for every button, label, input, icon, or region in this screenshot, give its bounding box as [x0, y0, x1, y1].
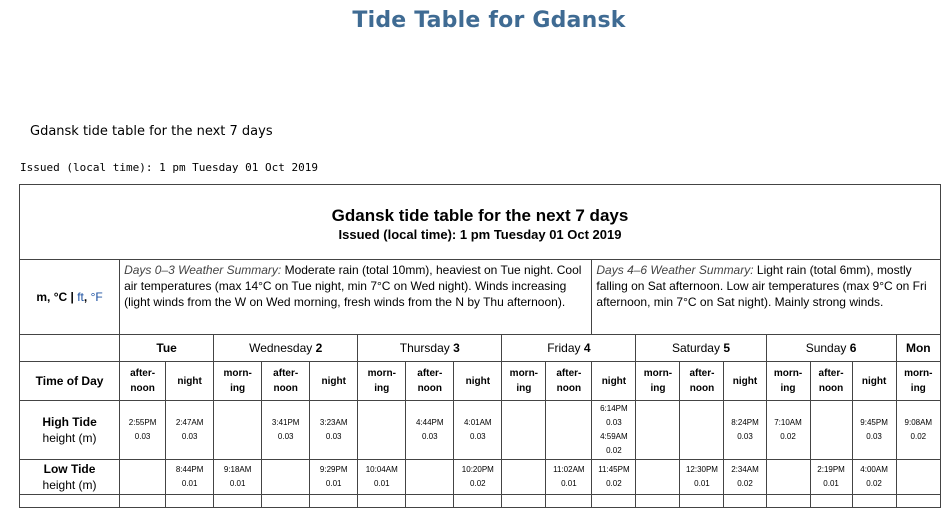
period-cell: night	[852, 362, 896, 401]
units-selector	[20, 260, 120, 335]
low-tide-cell: 10:04AM 0.01	[358, 460, 406, 495]
period-cell: night	[310, 362, 358, 401]
low-tide-cell: 2:34AM 0.02	[724, 460, 766, 495]
units-f-link[interactable]: °F	[90, 290, 103, 304]
high-tide-cell: 7:10AM 0.02	[766, 401, 810, 460]
period-cell: morn- ing	[896, 362, 940, 401]
period-cell: after- noon	[406, 362, 454, 401]
units-separator-2: ,	[83, 290, 91, 304]
high-tide-cell	[358, 401, 406, 460]
units-ft-link[interactable]: ft	[77, 290, 84, 304]
partial-cell	[680, 495, 724, 508]
partial-cell	[262, 495, 310, 508]
issued-time: Issued (local time): 1 pm Tuesday 01 Oct 2019	[20, 161, 319, 174]
weather-summary-days-0-3	[120, 260, 592, 335]
low-tide-cell: 9:29PM 0.01	[310, 460, 358, 495]
low-tide-cell	[120, 460, 166, 495]
period-cell: after- noon	[810, 362, 852, 401]
partial-cell	[852, 495, 896, 508]
page-title: Tide Table for Gdansk	[352, 8, 626, 33]
high-tide-cell: 2:47AM 0.03	[166, 401, 214, 460]
partial-cell	[310, 495, 358, 508]
period-cell: morn- ing	[766, 362, 810, 401]
partial-cell	[166, 495, 214, 508]
high-tide-cell	[546, 401, 592, 460]
low-tide-cell: 12:30PM 0.01	[680, 460, 724, 495]
high-tide-cell: 4:44PM 0.03	[406, 401, 454, 460]
high-tide-label: High Tide height (m)	[20, 401, 120, 460]
low-tide-cell	[636, 460, 680, 495]
high-tide-cell: 3:41PM 0.03	[262, 401, 310, 460]
table-issued: Issued (local time): 1 pm Tuesday 01 Oct 2019	[338, 227, 622, 242]
partial-cell	[358, 495, 406, 508]
low-tide-cell: 8:44PM 0.01	[166, 460, 214, 495]
low-tide-cell	[766, 460, 810, 495]
summary-label: Days 0–3 Weather Summary:	[124, 263, 282, 277]
partial-cell	[406, 495, 454, 508]
period-cell: after- noon	[120, 362, 166, 401]
low-tide-cell	[896, 460, 940, 495]
summary-label: Days 4–6 Weather Summary:	[596, 263, 754, 277]
next-row-partial	[20, 495, 941, 508]
period-cell: night	[592, 362, 636, 401]
summary-text: Moderate rain (total 10mm), heaviest on Tue night. Cool air temperatures (max 14°C on Tue night, min 7°C on Wed night). Winds increasing (light winds from the W on Wed morning, fresh winds from the N by Thu afternoon).	[124, 263, 582, 309]
time-of-day-label: Time of Day	[20, 362, 120, 401]
weather-summary-days-4-6	[592, 260, 941, 335]
partial-cell	[546, 495, 592, 508]
partial-cell	[810, 495, 852, 508]
day-header-tue: Tue	[120, 335, 214, 362]
low-tide-cell: 10:20PM 0.02	[454, 460, 502, 495]
high-tide-cell: 9:08AM 0.02	[896, 401, 940, 460]
high-tide-cell	[214, 401, 262, 460]
tide-table	[19, 184, 941, 508]
period-cell: night	[724, 362, 766, 401]
day-header-wed: Wednesday 2	[214, 335, 358, 362]
day-header-fri: Friday 4	[502, 335, 636, 362]
summary-text: Light rain (total 6mm), mostly falling on Sat afternoon. Low air temperatures (max 9°C on Fri afternoon, min 7°C on Sat night). Mainly strong winds.	[596, 263, 927, 309]
tide-table-wrapper	[19, 184, 941, 508]
units-separator: |	[67, 290, 78, 304]
high-tide-cell: 8:24PM 0.03	[724, 401, 766, 460]
high-tide-cell: 3:23AM 0.03	[310, 401, 358, 460]
partial-cell	[766, 495, 810, 508]
partial-cell	[214, 495, 262, 508]
high-tide-row	[20, 401, 941, 460]
high-tide-cell: 2:55PM 0.03	[120, 401, 166, 460]
page-subtitle: Gdansk tide table for the next 7 days	[30, 124, 273, 139]
low-tide-cell: 9:18AM 0.01	[214, 460, 262, 495]
low-tide-row	[20, 460, 941, 495]
period-cell: night	[166, 362, 214, 401]
day-header-sun: Sunday 6	[766, 335, 896, 362]
low-tide-cell: 11:02AM 0.01	[546, 460, 592, 495]
high-tide-cell	[680, 401, 724, 460]
high-tide-cell	[810, 401, 852, 460]
period-cell: morn- ing	[358, 362, 406, 401]
period-cell: after- noon	[262, 362, 310, 401]
low-tide-cell: 4:00AM 0.02	[852, 460, 896, 495]
low-tide-cell	[406, 460, 454, 495]
partial-cell	[724, 495, 766, 508]
day-header-thu: Thursday 3	[358, 335, 502, 362]
low-tide-label: Low Tide height (m)	[20, 460, 120, 495]
low-tide-cell	[262, 460, 310, 495]
low-tide-cell: 11:45PM 0.02	[592, 460, 636, 495]
high-tide-cell: 4:01AM 0.03	[454, 401, 502, 460]
low-tide-cell	[502, 460, 546, 495]
table-header	[20, 185, 941, 260]
partial-cell	[896, 495, 940, 508]
partial-cell	[120, 495, 166, 508]
day-header-row	[20, 335, 941, 362]
day-header-mon: Mon	[896, 335, 940, 362]
period-cell: after- noon	[546, 362, 592, 401]
period-cell: morn- ing	[214, 362, 262, 401]
partial-cell	[454, 495, 502, 508]
period-cell: morn- ing	[636, 362, 680, 401]
high-tide-cell	[502, 401, 546, 460]
high-tide-cell: 6:14PM 0.03 4:59AM 0.02	[592, 401, 636, 460]
high-tide-cell: 9:45PM 0.03	[852, 401, 896, 460]
time-of-day-row	[20, 362, 941, 401]
table-title: Gdansk tide table for the next 7 days	[331, 206, 629, 225]
high-tide-cell	[636, 401, 680, 460]
period-cell: night	[454, 362, 502, 401]
day-header-sat: Saturday 5	[636, 335, 766, 362]
day-header-corner	[20, 335, 120, 362]
units-metric: m, °C	[36, 290, 68, 304]
partial-cell	[502, 495, 546, 508]
period-cell: morn- ing	[502, 362, 546, 401]
period-cell: after- noon	[680, 362, 724, 401]
partial-cell	[636, 495, 680, 508]
low-tide-cell: 2:19PM 0.01	[810, 460, 852, 495]
partial-cell	[592, 495, 636, 508]
